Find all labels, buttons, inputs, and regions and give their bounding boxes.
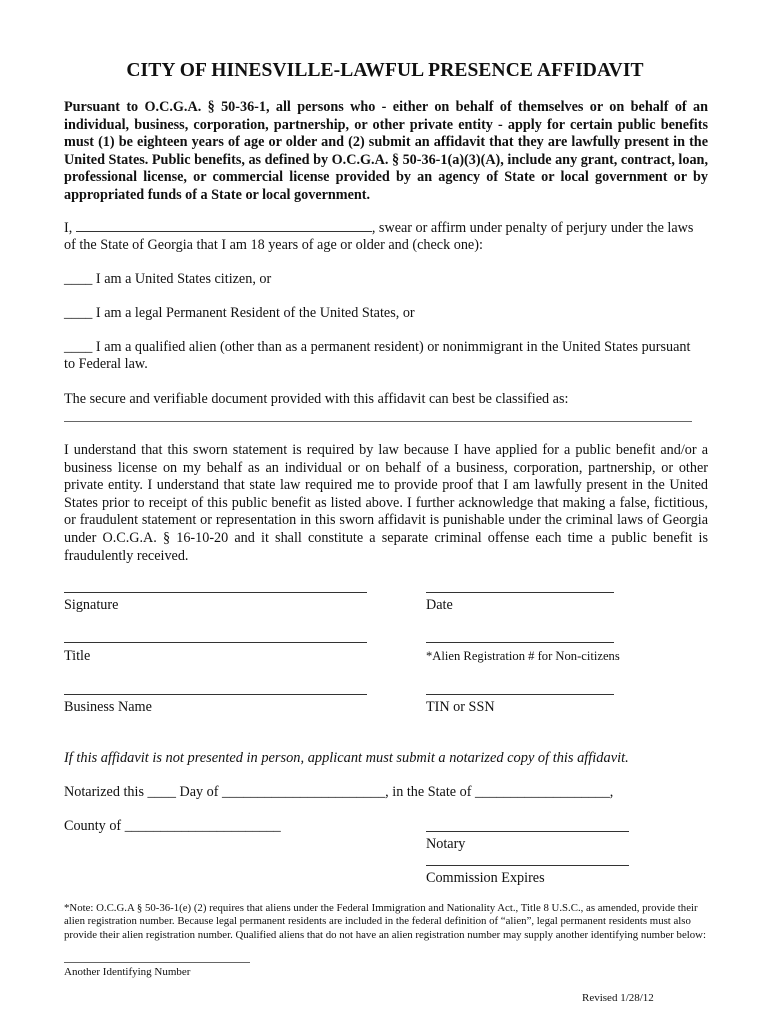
oath-line-2: of the State of Georgia that I am 18 years of age or older and (check one): [64,237,483,253]
notarized-state-of: , in the State of [385,784,472,800]
notarized-prefix: Notarized this [64,784,144,800]
oath-suffix: , swear or affirm under penalty of perjury under the laws [371,220,694,236]
tin-ssn-label: TIN or SSN [426,699,495,715]
alien-registration-label: *Alien Registration # for Non-citizens [426,649,620,663]
tin-ssn-line[interactable] [426,694,614,695]
date-label: Date [426,597,453,613]
notarized-comma: , [609,784,614,800]
signature-line[interactable] [64,592,367,593]
commission-label: Commission Expires [426,870,545,886]
option-permanent-resident-blank[interactable]: ____ [64,305,93,321]
page-title: CITY OF HINESVILLE-LAWFUL PRESENCE AFFIDAVIT [126,60,644,81]
notarized-day-field[interactable]: ____ [147,784,176,800]
option-qualified-alien-label: I am a qualified alien (other than as a permanent resident) or nonimmigrant in the United States pursuant [95,339,691,355]
another-id-line[interactable] [64,962,250,963]
option-qualified-alien-line2: to Federal law. [64,356,148,372]
another-id-label: Another Identifying Number [64,966,191,978]
county-line [64,818,281,835]
oath-prefix: I, [64,220,73,236]
option-citizen-label: I am a United States citizen, or [95,271,272,287]
commission-line[interactable] [426,865,629,866]
understanding-paragraph: I understand that this sworn statement is required by law because I have applied for a public benefit and/or a business license on my behalf as an individual or on behalf of a business, corporation, partnership, or other private entity. I understand that state law required me to provide proof that I am lawfully present in the United States prior to receipt of this public benefit as listed above. I further acknowledge that making a false, fictitious, or fraudulent statement or representation in this sworn affidavit is punishable under the criminal laws of Georgia under O.C.G.A. § 16-10-20 and it shall constitute a separate criminal offense each time a public benefit is fraudulently received. [64,442,708,564]
oath-line-1 [64,219,708,238]
county-label: County of [64,818,122,834]
option-citizen[interactable] [64,271,708,289]
notary-line[interactable] [426,831,629,832]
date-line[interactable] [426,592,614,593]
title-label: Title [64,648,91,664]
notarized-day-of: Day of [179,784,219,800]
notarized-month-field[interactable]: _______________________ [222,784,386,800]
option-citizen-blank[interactable]: ____ [64,271,93,287]
notarized-line [64,784,613,801]
notarize-instruction: If this affidavit is not presented in person, applicant must submit a notarized copy of this affidavit. [64,750,629,766]
option-qualified-alien[interactable] [64,339,708,357]
alien-note: *Note: O.C.G.A § 50-36-1(e) (2) requires that aliens under the Federal Immigration and Nationality Act., Title 8 U.S.C., as amended, provide their alien registration number. Because legal permanent residents are included in the federal definition of “alien”, legal permanent residents must also provide their alien registration number. Qualified aliens that do not have an alien registration number may supply another identifying number below: [64,902,706,941]
county-field[interactable]: ______________________ [124,818,281,834]
notary-label: Notary [426,836,466,852]
document-statement: The secure and verifiable document provided with this affidavit can best be classified as: [64,391,569,407]
option-qualified-alien-blank[interactable]: ____ [64,339,93,355]
name-field[interactable] [76,219,372,232]
business-name-line[interactable] [64,694,367,695]
revised-date: Revised 1/28/12 [582,992,654,1004]
intro-paragraph: Pursuant to O.C.G.A. § 50-36-1, all persons who - either on behalf of themselves or on behalf of an individual, business, corporation, partnership, or other private entity - apply for certain public benefits must (1) be eighteen years of age or older and (2) submit an affidavit that they are lawfully present in the United States. Public benefits, as defined by O.C.G.A. § 50-36-1(a)(3)(A), include any grant, contract, loan, professional license, or commercial license provided by an agency of State or local government or by appropriated funds of a State or local government. [64,99,708,203]
signature-label: Signature [64,597,119,613]
business-name-label: Business Name [64,699,152,715]
option-permanent-resident-label: I am a legal Permanent Resident of the United States, or [95,305,415,321]
title-line[interactable] [64,642,367,643]
alien-registration-line[interactable] [426,642,614,643]
document-type-field[interactable] [64,421,692,422]
option-permanent-resident[interactable] [64,305,708,323]
notarized-state-field[interactable]: ___________________ [475,784,610,800]
